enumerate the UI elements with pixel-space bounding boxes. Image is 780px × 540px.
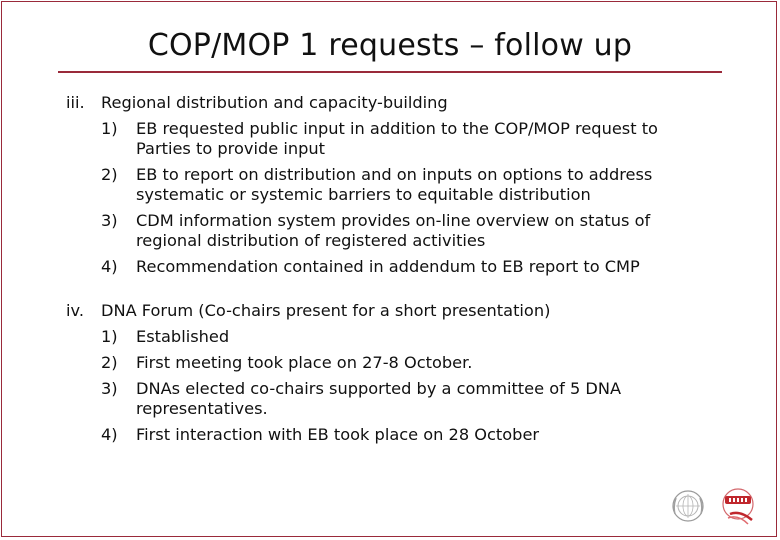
section-dna-forum — [66, 301, 716, 445]
item-number: 4) — [101, 257, 118, 276]
item-text: DNAs elected co-chairs supported by a committee of 5 DNA representatives. — [136, 379, 622, 418]
slide-title: COP/MOP 1 requests – follow up — [147, 28, 633, 63]
item-number: 3) — [101, 211, 118, 230]
item-text: Established — [136, 327, 230, 346]
section-heading-text: Regional distribution and capacity-building — [101, 93, 448, 112]
list-item — [66, 327, 716, 347]
list-item — [66, 353, 716, 373]
item-number: 4) — [101, 425, 118, 444]
section-heading — [66, 301, 716, 321]
title-divider — [58, 71, 722, 73]
section-heading-text: DNA Forum (Co-chairs present for a short presentation) — [101, 301, 551, 320]
item-text: EB to report on distribution and on inputs on options to address systematic or systemic barriers to equitable distribution — [136, 165, 653, 204]
item-text: First interaction with EB took place on 28 October — [136, 425, 540, 444]
section-item-list — [66, 119, 716, 277]
item-number: 1) — [101, 119, 118, 138]
item-text: EB requested public input in addition to the COP/MOP request to Parties to provide input — [136, 119, 658, 158]
footer-logos — [670, 486, 766, 526]
list-item — [66, 119, 716, 159]
item-text: Recommendation contained in addendum to EB report to CMP — [136, 257, 640, 276]
section-item-list — [66, 327, 716, 445]
item-text: First meeting took place on 27-8 October. — [136, 353, 473, 372]
un-emblem-icon — [673, 491, 703, 521]
list-item — [66, 379, 716, 419]
section-marker: iii. — [66, 93, 85, 112]
item-number: 2) — [101, 165, 118, 184]
item-text: CDM information system provides on-line overview on status of regional distribution of registered activities — [136, 211, 651, 250]
item-number: 3) — [101, 379, 118, 398]
section-marker: iv. — [66, 301, 84, 320]
list-item — [66, 165, 716, 205]
item-number: 1) — [101, 327, 118, 346]
list-item — [66, 257, 716, 277]
unfccc-logo-icon — [723, 489, 753, 524]
list-item — [66, 425, 716, 445]
section-heading — [66, 93, 716, 113]
section-regional-distribution — [66, 93, 716, 277]
item-number: 2) — [101, 353, 118, 372]
list-item — [66, 211, 716, 251]
